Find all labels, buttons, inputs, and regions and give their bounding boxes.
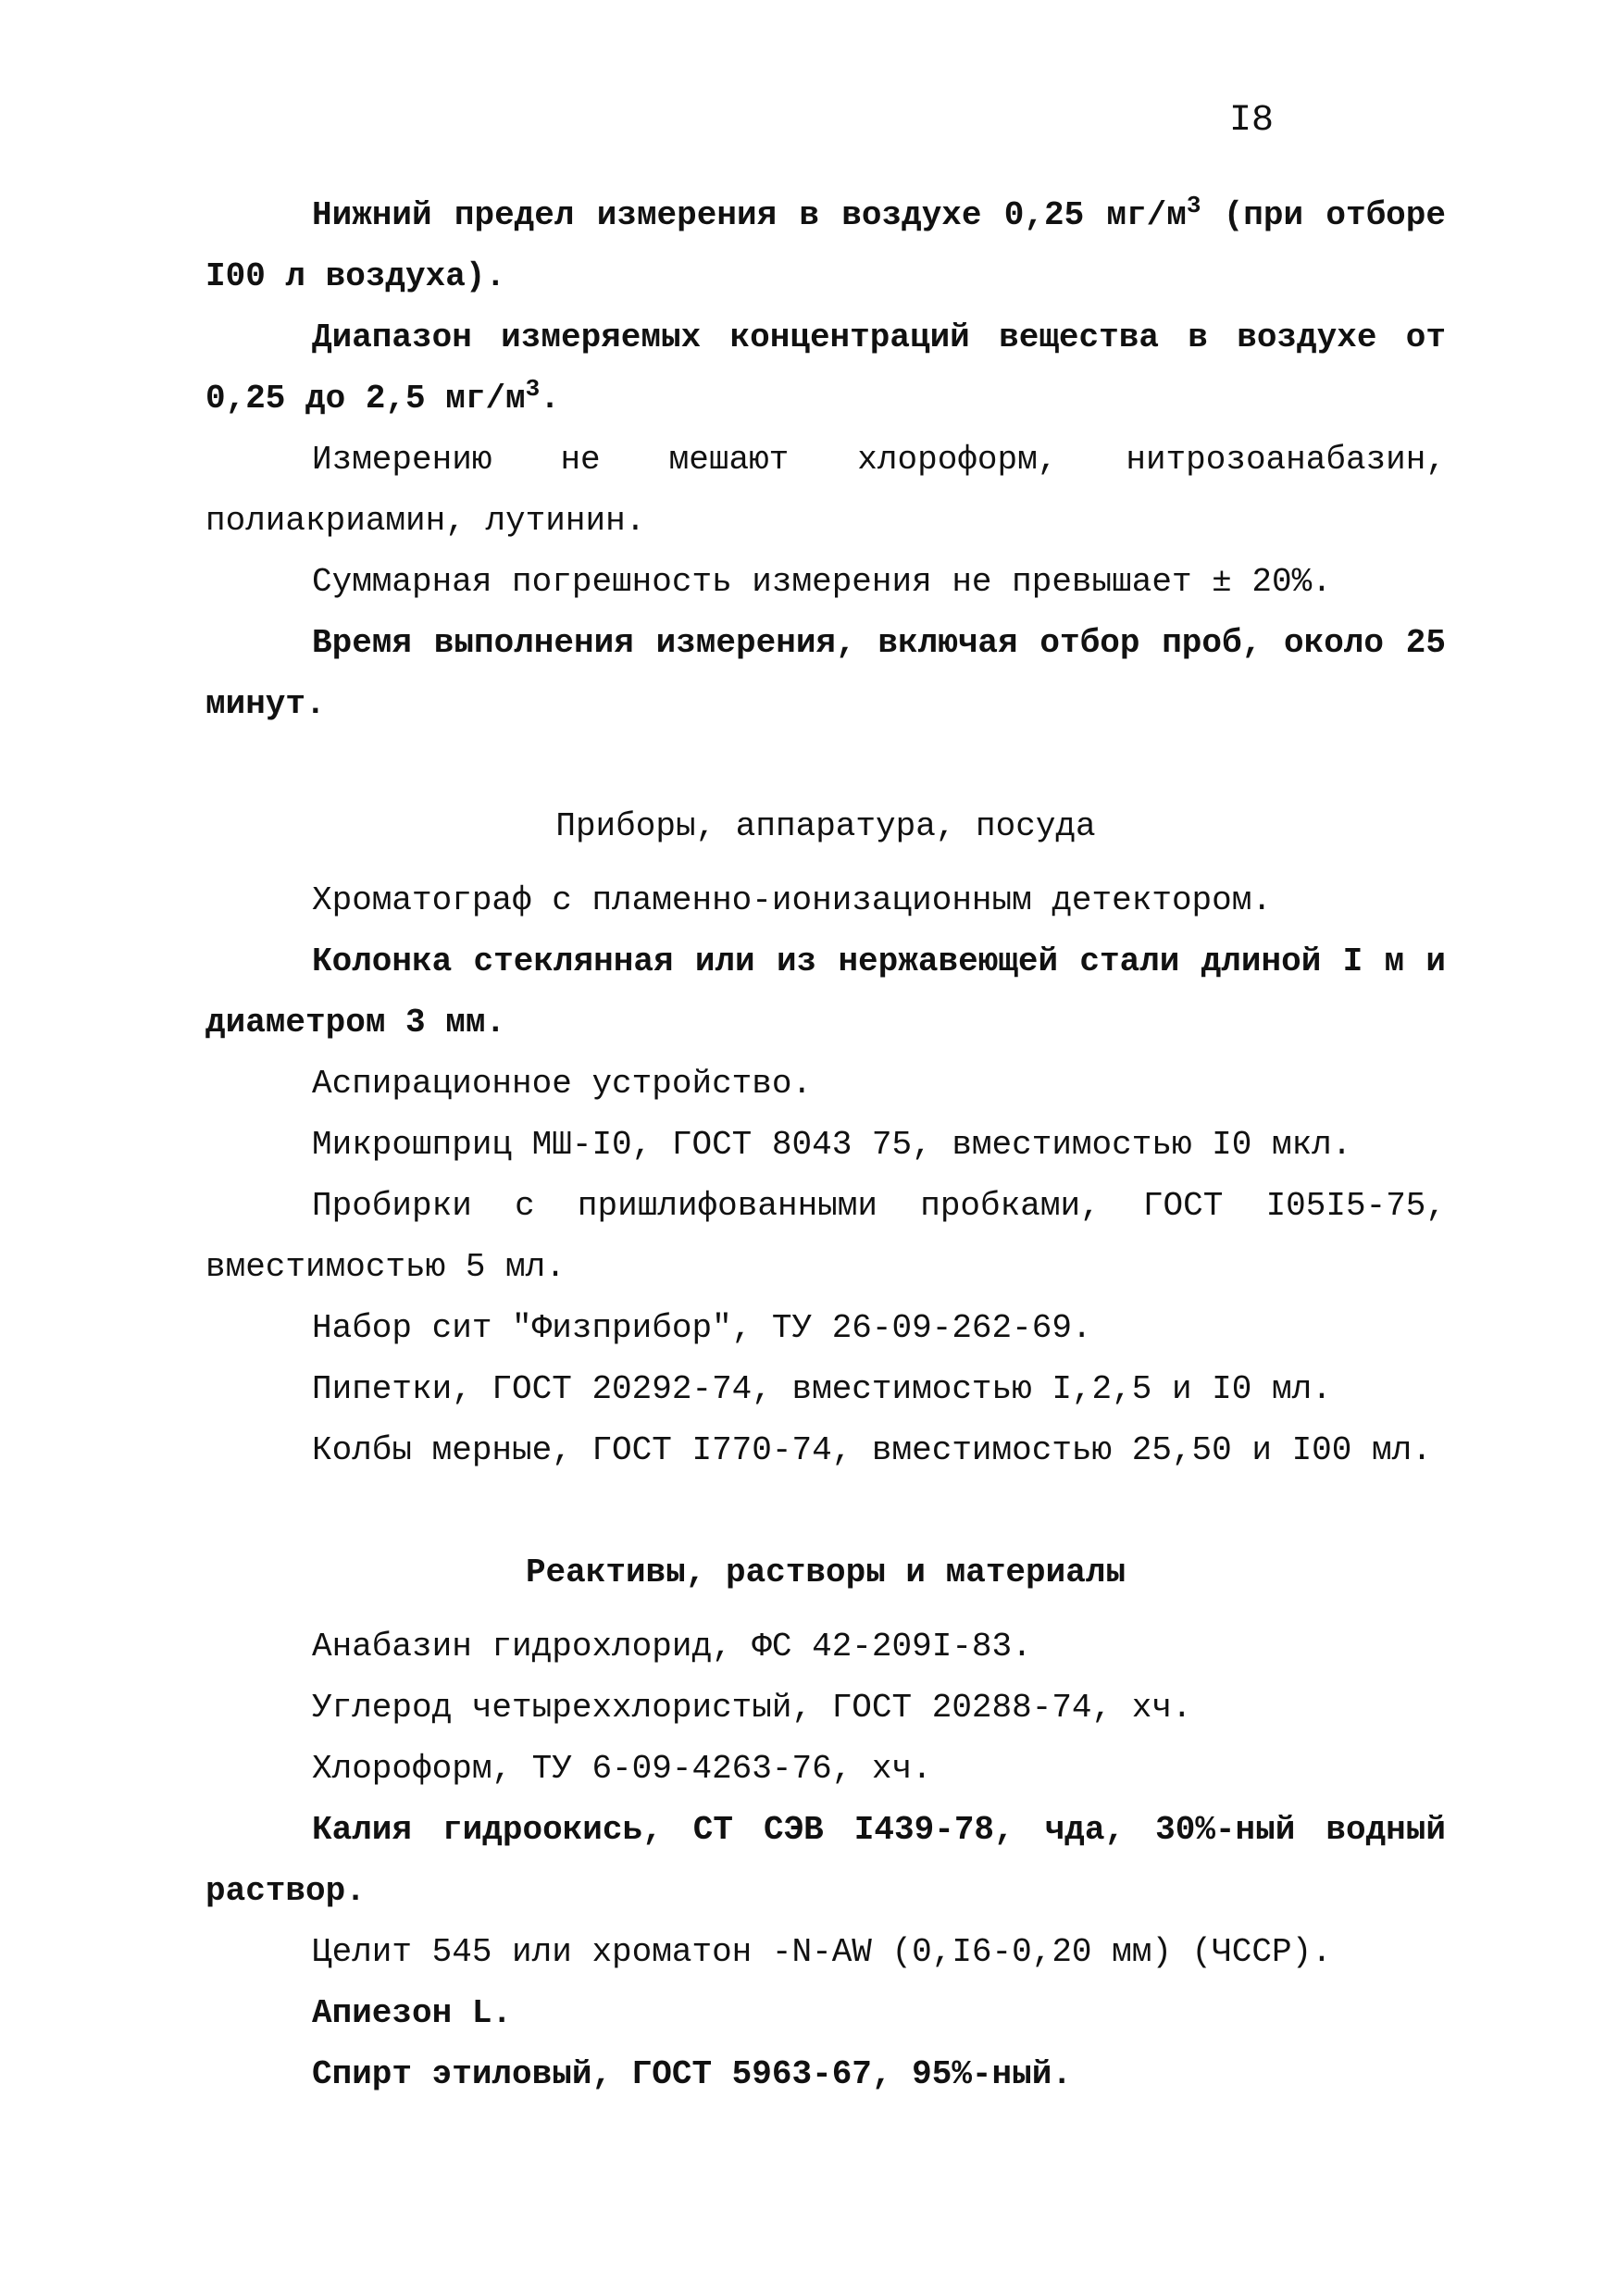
duration-paragraph: Время выполнения измерения, включая отбор проб, около 25 минут. (205, 624, 1446, 723)
list-item: Апиезон L. (312, 1994, 513, 2032)
list-item: Аспирационное устройство. (312, 1065, 813, 1103)
page-number: I8 (1229, 100, 1275, 142)
list-item: Колбы мерные, ГОСТ I770-74, вместимостью 25,50 и I00 мл. (312, 1431, 1432, 1469)
list-item: Целит 545 или хроматон -N-AW (0,I6-0,20 мм) (ЧССР). (312, 1933, 1332, 1971)
list-item: Пипетки, ГОСТ 20292-74, вместимостью I,2,5 и I0 мл. (312, 1370, 1332, 1408)
lower-limit-paragraph: Нижний предел измерения в воздухе 0,25 $мг/м^3$ (при отборе I00 л воздуха). (205, 192, 1446, 295)
interference-paragraph: Измерению не мешают хлороформ, нитрозоанабазин, полиакриамин, лутинин. (205, 441, 1446, 540)
document-body (205, 185, 1446, 2105)
equipment-list (205, 870, 1446, 1481)
list-item: Спирт этиловый, ГОСТ 5963-67, 95%-ный. (312, 2055, 1072, 2093)
list-item: Набор сит "Физприбор", ТУ 26-09-262-69. (312, 1309, 1092, 1347)
equipment-heading: Приборы, аппаратура, посуда (555, 807, 1096, 845)
reagents-heading: Реактивы, растворы и материалы (525, 1554, 1126, 1591)
list-item: Калия гидроокись, СТ СЭВ I439-78, чда, 30%-ный водный раствор. (205, 1811, 1446, 1910)
measurement-parameters-section (205, 185, 1446, 735)
list-item: Микрошприц МШ-I0, ГОСТ 8043 75, вместимостью I0 мкл. (312, 1126, 1352, 1164)
range-paragraph: Диапазон измеряемых концентраций вещества в воздухе от 0,25 до 2,5 $мг/м^3$. (205, 318, 1446, 418)
reagents-list (205, 1616, 1446, 2105)
error-paragraph: Суммарная погрешность измерения не превышает ± 20%. (312, 563, 1332, 601)
list-item: Колонка стеклянная или из нержавеющей стали длиной I м и диаметром 3 мм. (205, 942, 1446, 1042)
list-item: Углерод четыреххлористый, ГОСТ 20288-74, хч. (312, 1689, 1192, 1727)
list-item: Хлороформ, ТУ 6-09-4263-76, хч. (312, 1750, 932, 1788)
list-item: Анабазин гидрохлорид, ФС 42-209I-83. (312, 1628, 1032, 1666)
list-item: Пробирки с пришлифованными пробками, ГОСТ I05I5-75, вместимостью 5 мл. (205, 1187, 1446, 1286)
list-item: Хроматограф с пламенно-ионизационным детектором. (312, 881, 1272, 919)
